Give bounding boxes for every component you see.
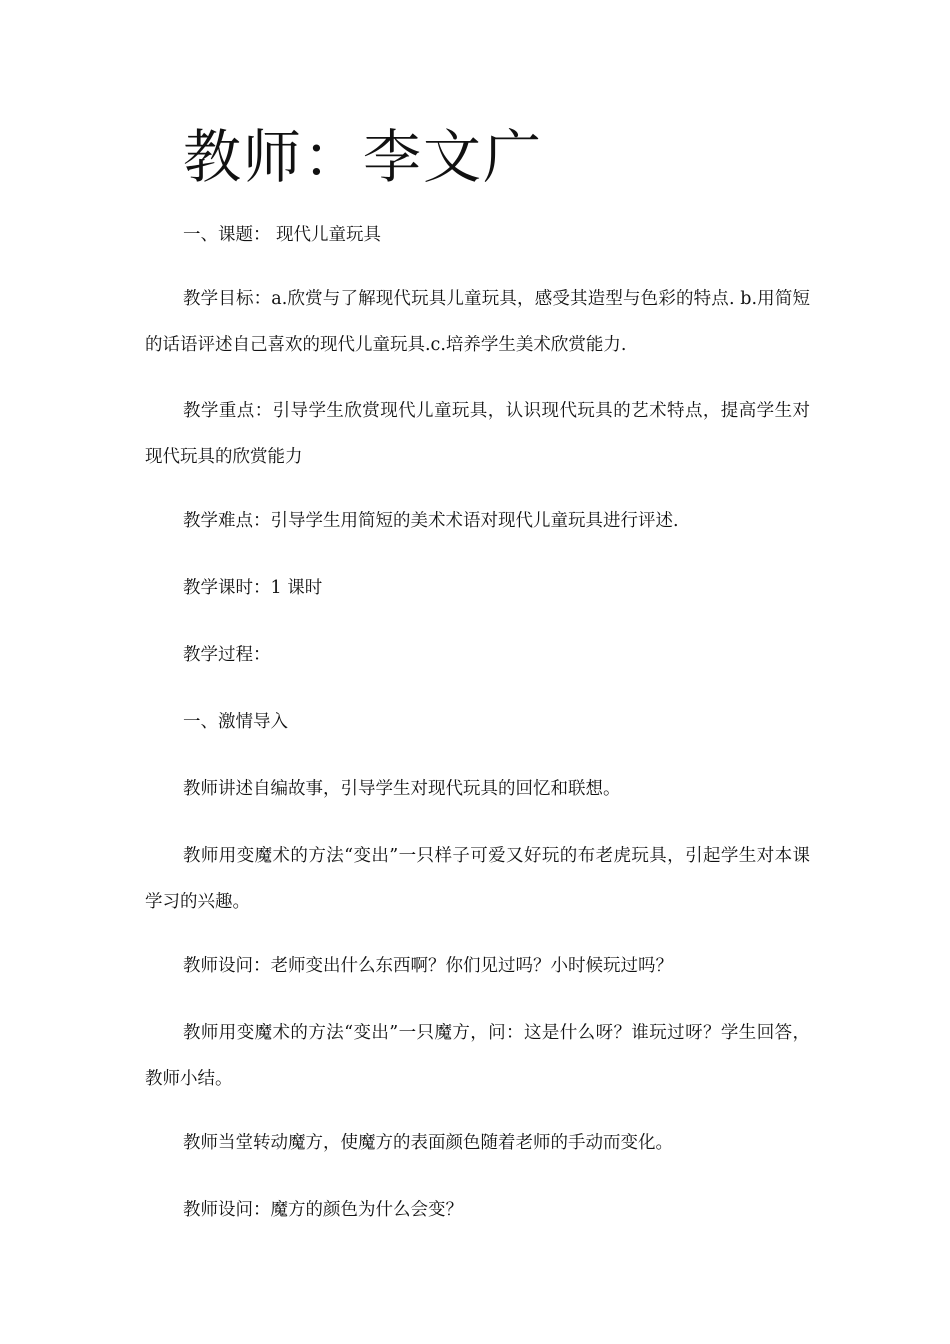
paragraph-teaching-focus: 教学重点：引导学生欣赏现代儿童玩具，认识现代玩具的艺术特点，提高学生对现代玩具的欣赏能力 [145,401,810,467]
paragraph-story: 教师讲述自编故事，引导学生对现代玩具的回忆和联想。 [183,779,621,799]
paragraph-magic-cube: 教师用变魔术的方法“变出”一只魔方，问：这是什么呀？谁玩过呀？学生回答，教师小结。 [145,1023,810,1089]
paragraph-question-2: 教师设问：魔方的颜色为什么会变？ [183,1200,463,1220]
paragraph-teaching-difficulty: 教学难点：引导学生用简短的美术术语对现代儿童玩具进行评述. [183,511,679,531]
paragraph-teaching-goals: 教学目标：a.欣赏与了解现代玩具儿童玩具，感受其造型与色彩的特点. b.用简短的话语评述自己喜欢的现代儿童玩具.c.培养学生美术欣赏能力. [145,289,810,355]
paragraph-class-hours: 教学课时：1 课时 [183,578,323,598]
paragraph-lesson-topic: 一、课题： 现代儿童玩具 [183,225,382,245]
paragraph-magic-tiger: 教师用变魔术的方法“变出”一只样子可爱又好玩的布老虎玩具，引起学生对本课学习的兴趣。 [145,846,810,912]
paragraph-teaching-process: 教学过程： [183,645,271,665]
paragraph-rotate-cube: 教师当堂转动魔方，使魔方的表面颜色随着老师的手动而变化。 [183,1133,673,1153]
paragraph-section-intro: 一、激情导入 [183,712,288,732]
document-title: 教师：李文广 [183,122,544,191]
paragraph-question-1: 教师设问：老师变出什么东西啊？你们见过吗？小时候玩过吗？ [183,956,673,976]
